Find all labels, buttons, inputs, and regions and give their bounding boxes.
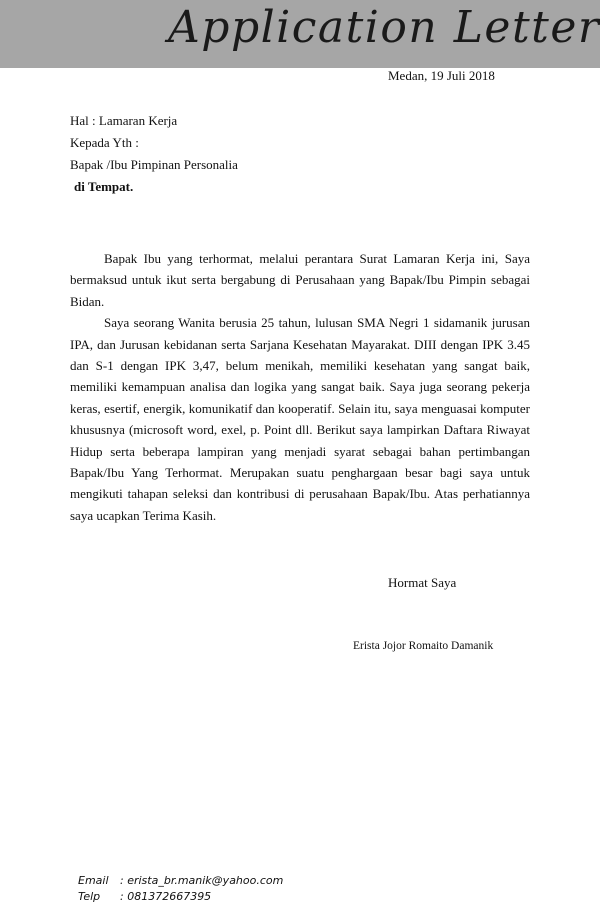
recipient-name: Bapak /Ibu Pimpinan Personalia [70,157,238,172]
subject-line: Hal : Lamaran Kerja [70,113,178,128]
phone-value: : 081372667395 [120,890,212,903]
email-value: : erista_br.manik@yahoo.com [120,874,284,887]
closing-salutation: Hormat Saya [388,575,457,590]
email-label: Email [78,874,109,887]
letter-body [70,248,530,526]
body-paragraph-1: Bapak Ibu yang terhormat, melalui perantara Surat Lamaran Kerja ini, Saya bermaksud untuk ikut serta bergabung di Perusahaan yang Bapak/Ibu Pimpin sebagai Bidan. [70,251,530,309]
signer-name: Erista Jojor Romaito Damanik [353,640,494,652]
phone-label: Telp [78,890,101,903]
contact-phone [78,890,211,903]
body-paragraph-2: Saya seorang Wanita berusia 25 tahun, lulusan SMA Negri 1 sidamanik jurusan IPA, dan Jurusan kebidanan serta Sarjana Kesehatan Mayarakat. DIII dengan IPK 3.45 dan S-1 dengan IPK 3,47, belum menikah, memiliki kesehatan yang sangat baik, memiliki kemampuan analisa dan logika yang sangat baik. Saya juga seorang pekerja keras, esertif, energik, komunikatif dan kooperatif. Selain itu, saya menguasai komputer khususnya (microsoft word, exel, p. Point dll. Berikut saya lampirkan Daftara Riwayat Hidup serta beberapa lampiran yang menjadi syarat sebagai bahan pertimbangan Bapak/Ibu Yang Terhormat. Merupakan suatu penghargaan besar bagi saya untuk mengikuti tahapan seleksi dan kontribusi di perusahaan Bapak/Ibu. Atas perhatiannya saya ucapkan Terima Kasih. [70,315,530,523]
recipient-place: di Tempat. [74,179,134,194]
letter-title: Application Letter [168,2,600,53]
letter-date: Medan, 19 Juli 2018 [388,68,495,83]
header-banner [0,0,600,68]
recipient-greeting: Kepada Yth : [70,135,139,150]
contact-email [78,874,283,887]
